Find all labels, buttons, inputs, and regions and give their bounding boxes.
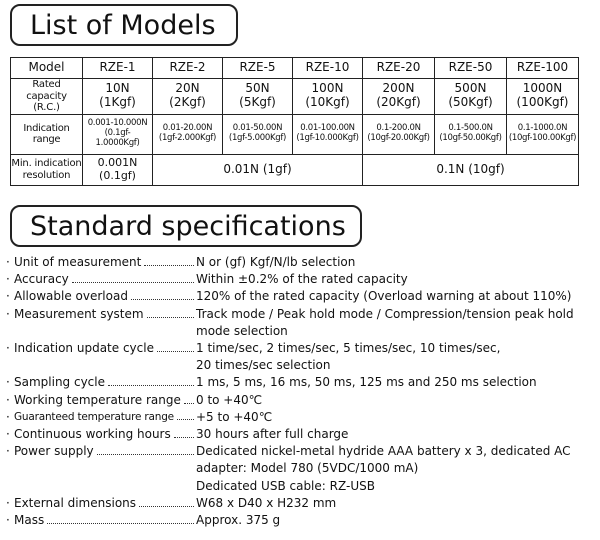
spec-key xyxy=(14,409,196,426)
range-kgf: (10gf-50.00Kgf) xyxy=(439,133,502,143)
spec-mass xyxy=(6,512,596,529)
model-cell: RZE-50 xyxy=(435,58,507,79)
spec-key-text: Working temperature range xyxy=(14,392,181,407)
specs-heading: Standard specifications xyxy=(10,205,362,247)
spec-working-temperature xyxy=(6,392,596,409)
leader-dots xyxy=(177,419,194,420)
capacity-label-cell xyxy=(11,79,83,115)
range-cell xyxy=(293,114,363,154)
spec-bullet: · xyxy=(6,427,10,442)
capacity-kgf: (2Kgf) xyxy=(169,95,206,110)
range-kgf: (10gf-100.00Kgf) xyxy=(508,133,577,143)
spec-value-line: Track mode / Peak hold mode / Compression/tension peak hold xyxy=(196,306,574,321)
spec-value-line: mode selection xyxy=(196,323,288,338)
spec-unit xyxy=(6,254,596,271)
model-cell: RZE-1 xyxy=(83,58,153,79)
range-cell xyxy=(507,114,579,154)
range-newton: 0.01-20.00N xyxy=(162,123,213,134)
capacity-newton: 20N xyxy=(175,81,200,96)
spec-value-line: Dedicated nickel-metal hydride AAA battery x 3, dedicated AC xyxy=(196,444,571,459)
spec-key-text: External dimensions xyxy=(14,495,137,510)
capacity-cell xyxy=(153,79,223,115)
specs-list xyxy=(6,254,596,529)
range-kgf: (1gf-5.000Kgf) xyxy=(228,133,287,143)
range-cell xyxy=(435,114,507,154)
spec-value-line: adapter: Model 780 (5VDC/1000 mA) xyxy=(196,461,419,476)
table-row-capacity xyxy=(11,79,579,115)
range-newton: 0.1-1000.0N xyxy=(517,123,568,134)
spec-key xyxy=(14,426,196,443)
spec-working-hours xyxy=(6,426,596,443)
spec-value xyxy=(196,495,596,512)
resolution-cell: 0.01N (1gf) xyxy=(153,154,363,185)
range-kgf: (0.1gf-1.0000Kgf) xyxy=(95,128,140,148)
spec-dimensions xyxy=(6,495,596,512)
capacity-newton: 200N xyxy=(382,81,415,96)
capacity-cell xyxy=(435,79,507,115)
spec-measurement-system xyxy=(6,306,596,340)
leader-dots xyxy=(72,282,194,283)
spec-key-text: Power supply xyxy=(14,444,94,459)
model-cell: RZE-5 xyxy=(223,58,293,79)
range-newton: 0.001-10.000N xyxy=(87,118,148,129)
spec-accuracy xyxy=(6,271,596,288)
capacity-kgf: (50Kgf) xyxy=(448,95,493,110)
spec-value-line: W68 x D40 x H232 mm xyxy=(196,495,337,510)
capacity-kgf: (5Kgf) xyxy=(239,95,276,110)
spec-value xyxy=(196,271,596,288)
leader-dots xyxy=(174,437,194,438)
resolution-label-line: Min. indication xyxy=(11,158,82,169)
spec-value-line: 1 time/sec, 2 times/sec, 5 times/sec, 10 times/sec, xyxy=(196,341,501,356)
spec-overload xyxy=(6,288,596,305)
capacity-cell xyxy=(223,79,293,115)
spec-key-text: Accuracy xyxy=(14,272,69,287)
spec-value-line: Approx. 375 g xyxy=(196,513,281,528)
leader-dots xyxy=(184,403,194,404)
spec-value xyxy=(196,392,596,409)
spec-bullet: · xyxy=(6,409,10,424)
spec-value xyxy=(196,443,596,495)
capacity-cell xyxy=(507,79,579,115)
spec-value xyxy=(196,306,596,340)
spec-sampling-cycle xyxy=(6,374,596,391)
range-newton: 0.01-50.00N xyxy=(232,123,283,134)
spec-bullet: · xyxy=(6,513,10,528)
range-cell xyxy=(153,114,223,154)
table-row-resolution xyxy=(11,154,579,185)
spec-key xyxy=(14,512,196,529)
spec-value-line: +5 to +40℃ xyxy=(196,409,273,424)
range-newton: 0.01-100.00N xyxy=(300,123,355,134)
spec-value-line: 20 times/sec selection xyxy=(196,358,331,373)
capacity-kgf: (1Kgf) xyxy=(99,95,136,110)
spec-bullet: · xyxy=(6,255,10,269)
capacity-newton: 1000N xyxy=(522,81,563,96)
capacity-cell xyxy=(83,79,153,115)
leader-dots xyxy=(144,265,194,266)
spec-bullet: · xyxy=(6,306,10,321)
spec-value-line: 120% of the rated capacity (Overload warning at about 110%) xyxy=(196,289,572,304)
leader-dots xyxy=(131,299,194,300)
resolution-label-cell xyxy=(11,154,83,185)
capacity-newton: 10N xyxy=(105,81,130,96)
spec-value xyxy=(196,409,596,426)
capacity-label-line: Rated capacity xyxy=(26,79,67,102)
model-cell: RZE-10 xyxy=(293,58,363,79)
capacity-kgf: (10Kgf) xyxy=(305,95,350,110)
spec-key-text: Continuous working hours xyxy=(14,427,171,442)
spec-key xyxy=(14,306,196,323)
spec-key-text: Unit of measurement xyxy=(14,255,142,269)
capacity-cell xyxy=(363,79,435,115)
spec-value xyxy=(196,340,596,374)
spec-value xyxy=(196,288,596,305)
spec-key xyxy=(14,254,196,271)
capacity-cell xyxy=(293,79,363,115)
leader-dots xyxy=(47,523,194,524)
range-newton: 0.1-200.0N xyxy=(376,123,421,134)
resolution-label-line: resolution xyxy=(22,169,71,181)
model-cell: RZE-20 xyxy=(363,58,435,79)
models-heading: List of Models xyxy=(10,4,238,46)
spec-bullet: · xyxy=(6,341,10,356)
spec-key xyxy=(14,392,196,409)
spec-value-line: 30 hours after full charge xyxy=(196,427,349,442)
spec-value-line: 1 ms, 5 ms, 16 ms, 50 ms, 125 ms and 250 ms selection xyxy=(196,375,537,390)
spec-key xyxy=(14,288,196,305)
spec-key-text: Guaranteed temperature range xyxy=(14,410,174,423)
spec-guaranteed-temperature xyxy=(6,409,596,426)
spec-key-text: Allowable overload xyxy=(14,289,128,304)
spec-value xyxy=(196,426,596,443)
model-cell: RZE-100 xyxy=(507,58,579,79)
leader-dots xyxy=(139,506,194,507)
spec-bullet: · xyxy=(6,289,10,304)
spec-key-text: Mass xyxy=(14,513,45,528)
spec-key-text: Indication update cycle xyxy=(14,341,154,356)
capacity-label-line: (R.C.) xyxy=(33,102,60,113)
model-header-cell: Model xyxy=(11,58,83,79)
range-kgf: (1gf-10.000Kgf) xyxy=(296,133,359,143)
capacity-newton: 50N xyxy=(245,81,270,96)
spec-power-supply xyxy=(6,443,596,495)
spec-bullet: · xyxy=(6,272,10,287)
capacity-newton: 500N xyxy=(454,81,487,96)
range-cell xyxy=(223,114,293,154)
spec-key xyxy=(14,340,196,357)
model-cell: RZE-2 xyxy=(153,58,223,79)
capacity-kgf: (100Kgf) xyxy=(516,95,569,110)
spec-bullet: · xyxy=(6,375,10,390)
range-label-cell: Indication range xyxy=(11,114,83,154)
spec-key-text: Sampling cycle xyxy=(14,375,105,390)
spec-key xyxy=(14,374,196,391)
spec-update-cycle xyxy=(6,340,596,374)
leader-dots xyxy=(97,454,194,455)
spec-value-line: Dedicated USB cable: RZ-USB xyxy=(196,478,375,493)
spec-value xyxy=(196,374,596,391)
spec-value-line: 0 to +40℃ xyxy=(196,392,263,407)
spec-bullet: · xyxy=(6,444,10,459)
spec-bullet: · xyxy=(6,495,10,510)
table-row-model xyxy=(11,58,579,79)
spec-value-line: N or (gf) Kgf/N/lb selection xyxy=(196,255,356,269)
range-kgf: (10gf-20.00Kgf) xyxy=(367,133,430,143)
spec-key xyxy=(14,271,196,288)
leader-dots xyxy=(108,385,194,386)
range-kgf: (1gf-2.000Kgf) xyxy=(158,133,217,143)
range-cell xyxy=(363,114,435,154)
spec-value xyxy=(196,512,596,529)
range-cell xyxy=(83,114,153,154)
models-table xyxy=(10,57,579,186)
range-newton: 0.1-500.0N xyxy=(448,123,493,134)
capacity-newton: 100N xyxy=(311,81,344,96)
resolution-cell: 0.1N (10gf) xyxy=(363,154,579,185)
spec-key xyxy=(14,495,196,512)
spec-key xyxy=(14,443,196,460)
leader-dots xyxy=(157,351,194,352)
spec-value-line: Within ±0.2% of the rated capacity xyxy=(196,272,408,287)
leader-dots xyxy=(147,317,194,318)
capacity-kgf: (20Kgf) xyxy=(376,95,421,110)
spec-key-text: Measurement system xyxy=(14,306,144,321)
spec-bullet: · xyxy=(6,392,10,407)
resolution-cell: 0.001N (0.1gf) xyxy=(83,154,153,185)
table-row-range xyxy=(11,114,579,154)
spec-value xyxy=(196,254,596,271)
